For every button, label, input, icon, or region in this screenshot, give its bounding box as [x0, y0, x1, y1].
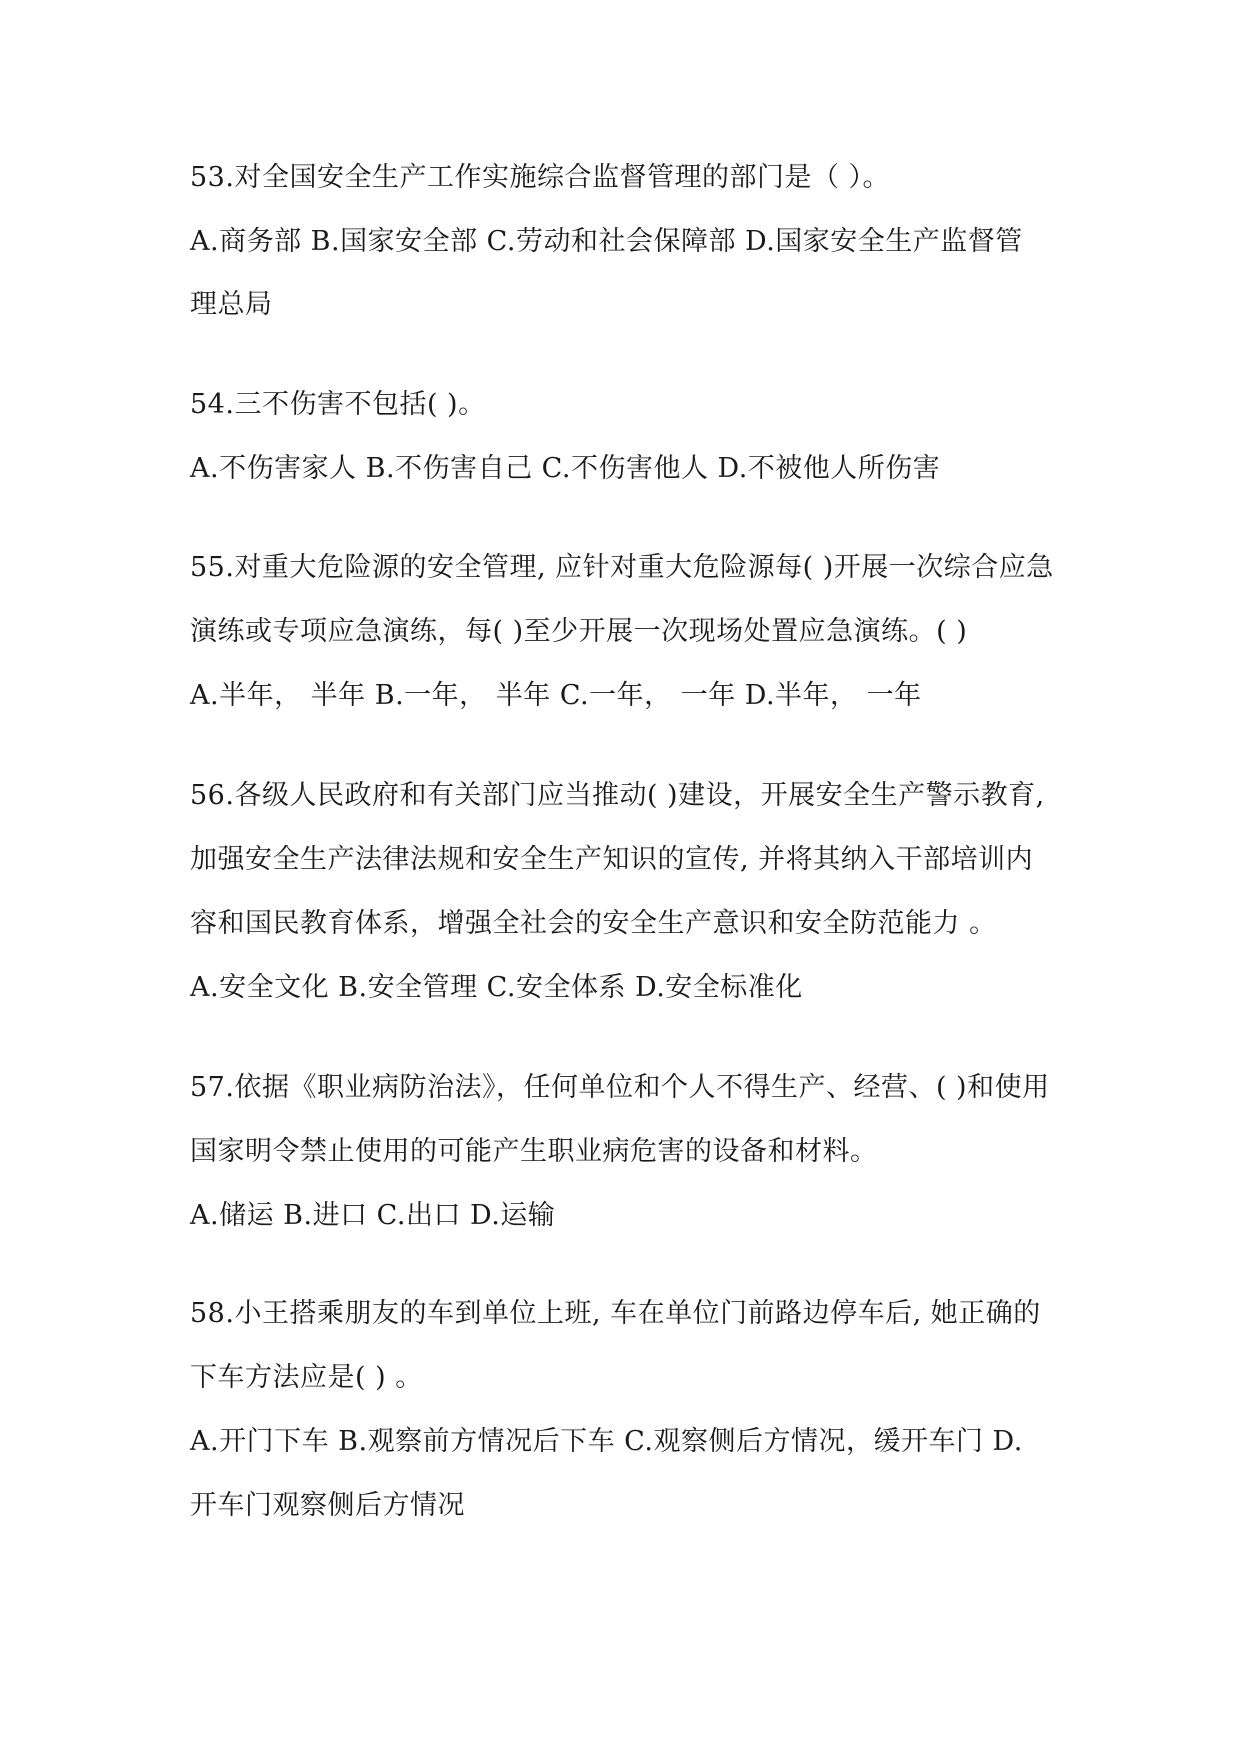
question-56-options: A.安全文化 B.安全管理 C.安全体系 D.安全标准化 — [190, 972, 803, 1003]
question-58-text: 58.小王搭乘朋友的车到单位上班, 车在单位门前路边停车后, 她正确的 — [190, 1298, 1041, 1329]
question-56-text: 56.各级人民政府和有关部门应当推动( )建设，开展安全生产警示教育, — [190, 780, 1045, 811]
question-55-text-cont: 演练或专项应急演练，每( )至少开展一次现场处置应急演练。( ) — [190, 616, 968, 647]
question-58-text-cont: 下车方法应是( ) 。 — [190, 1362, 423, 1393]
question-54-options: A.不伤害家人 B.不伤害自己 C.不伤害他人 D.不被他人所伤害 — [190, 453, 941, 484]
question-57-options: A.储运 B.进口 C.出口 D.运输 — [190, 1200, 556, 1231]
question-56-text-cont-2: 容和国民教育体系，增强全社会的安全生产意识和安全防范能力 。 — [190, 908, 997, 939]
question-58-options-cont: 开车门观察侧后方情况 — [190, 1490, 465, 1521]
question-53-text: 53.对全国安全生产工作实施综合监督管理的部门是（ ）。 — [190, 162, 891, 193]
question-53-options: A.商务部 B.国家安全部 C.劳动和社会保障部 D.国家安全生产监督管 — [190, 226, 1023, 257]
question-58-options: A.开门下车 B.观察前方情况后下车 C.观察侧后方情况，缓开车门 D. — [190, 1426, 1023, 1457]
question-56-text-cont-1: 加强安全生产法律法规和安全生产知识的宣传, 并将其纳入干部培训内 — [190, 844, 1034, 875]
question-55-options: A.半年， 半年 B.一年， 半年 C.一年， 一年 D.半年， 一年 — [190, 680, 922, 711]
question-54-text: 54.三不伤害不包括( )。 — [190, 389, 486, 420]
question-53-options-cont: 理总局 — [190, 289, 273, 320]
question-55-text: 55.对重大危险源的安全管理, 应针对重大危险源每( )开展一次综合应急 — [190, 552, 1054, 583]
question-57-text: 57.依据《职业病防治法》，任何单位和个人不得生产、经营、( )和使用 — [190, 1072, 1050, 1103]
question-57-text-cont: 国家明令禁止使用的可能产生职业病危害的设备和材料。 — [190, 1136, 878, 1167]
